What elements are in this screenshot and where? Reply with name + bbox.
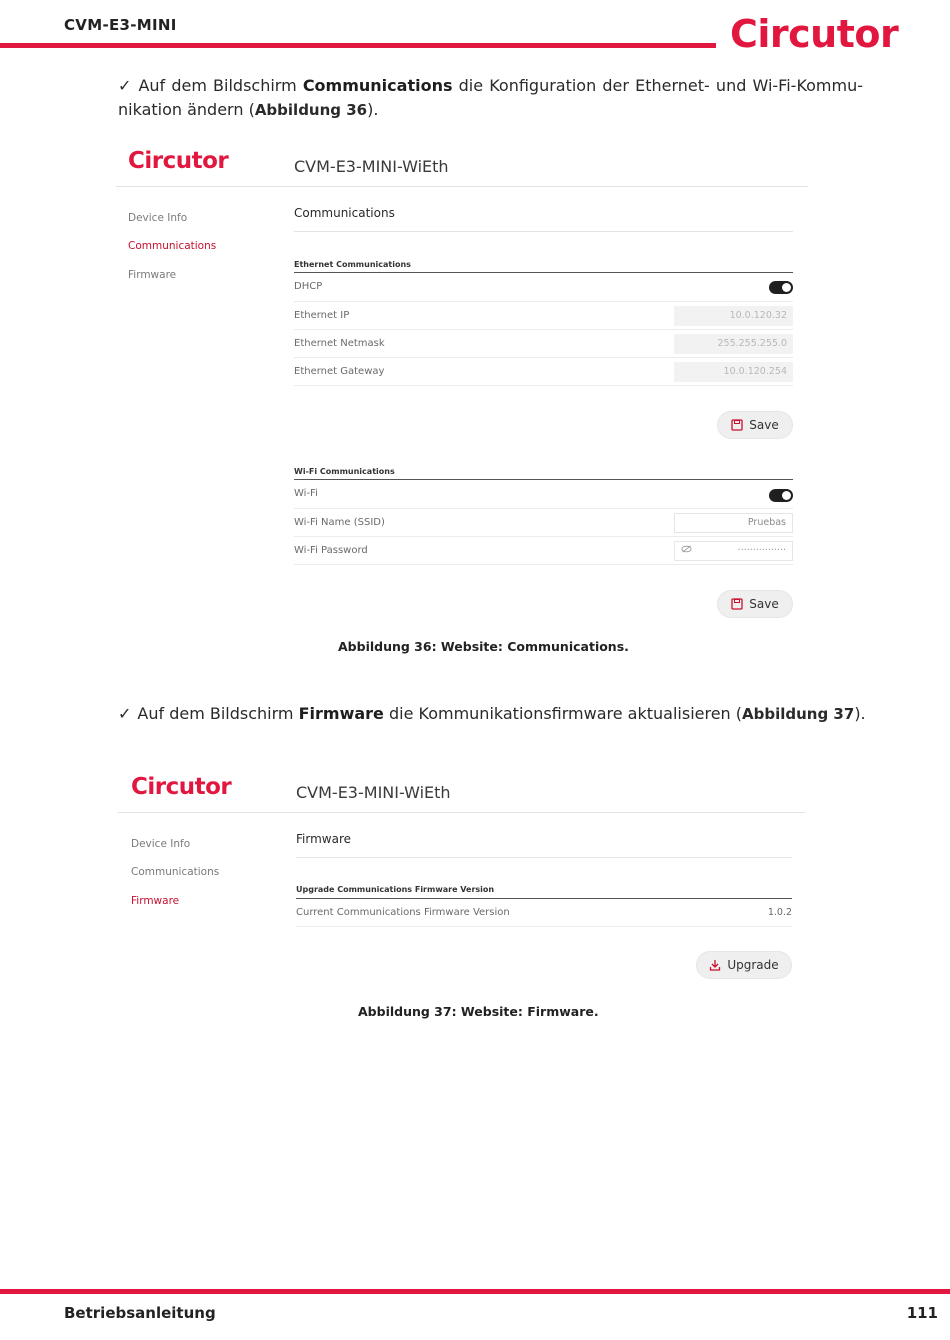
figure-37-caption: Abbildung 37: Website: Firmware.	[358, 1004, 599, 1019]
eye-off-icon[interactable]	[681, 542, 692, 560]
header-rule	[0, 43, 716, 48]
ethernet-group-title: Ethernet Communications	[294, 260, 411, 269]
wifi-toggle[interactable]	[769, 489, 793, 502]
ui-logo: Circutor	[131, 774, 232, 800]
ethernet-gateway-field[interactable]: 10.0.120.254	[674, 362, 793, 382]
firmware-version-value: 1.0.2	[767, 907, 792, 918]
ethernet-ip-label: Ethernet IP	[294, 310, 350, 321]
paragraph-firmware: ✓ Auf dem Bildschirm Firmware die Kommunikationsfirmware aktualisieren (Abbildung 37).	[118, 704, 866, 723]
figure-ref: Abbildung 37	[742, 705, 855, 723]
ethernet-netmask-label: Ethernet Netmask	[294, 338, 385, 349]
device-title: CVM-E3-MINI-WiEth	[296, 783, 451, 802]
document-title: CVM-E3-MINI	[64, 16, 177, 34]
wifi-password-field[interactable]: ················	[674, 541, 793, 561]
ethernet-ip-field[interactable]: 10.0.120.32	[674, 306, 793, 326]
nav-firmware[interactable]: Firmware	[128, 269, 177, 281]
nav-communications[interactable]: Communications	[131, 866, 220, 878]
check-icon: ✓	[118, 704, 132, 723]
nav-device-info[interactable]: Device Info	[131, 838, 191, 850]
dhcp-toggle[interactable]	[769, 281, 793, 294]
wifi-ssid-label: Wi-Fi Name (SSID)	[294, 517, 385, 528]
device-title: CVM-E3-MINI-WiEth	[294, 157, 449, 176]
section-title: Communications	[294, 206, 395, 220]
section-title: Firmware	[296, 832, 351, 846]
check-icon: ✓	[118, 76, 133, 95]
wifi-label: Wi-Fi	[294, 488, 318, 499]
wifi-ssid-field[interactable]: Pruebas	[674, 513, 793, 533]
dhcp-label: DHCP	[294, 281, 323, 292]
firmware-group-title: Upgrade Communications Firmware Version	[296, 885, 495, 894]
brand-logo: Circutor	[730, 12, 899, 56]
nav-communications[interactable]: Communications	[128, 240, 217, 252]
wifi-password-label: Wi-Fi Password	[294, 545, 368, 556]
footer-label: Betriebsanleitung	[64, 1304, 216, 1322]
nav-device-info[interactable]: Device Info	[128, 212, 188, 224]
figure-ref: Abbildung 36	[254, 101, 368, 119]
wifi-save-button[interactable]: Save	[717, 590, 793, 618]
nav-firmware[interactable]: Firmware	[131, 895, 180, 907]
ethernet-gateway-label: Ethernet Gateway	[294, 366, 385, 377]
screenshot-firmware	[118, 766, 808, 986]
ethernet-save-button[interactable]: Save	[717, 411, 793, 439]
upgrade-button[interactable]: Upgrade	[696, 951, 792, 979]
firmware-version-label: Current Communications Firmware Version	[296, 907, 510, 918]
page-number: 111	[906, 1304, 938, 1322]
figure-36-caption: Abbildung 36: Website: Communications.	[338, 639, 629, 654]
ui-logo: Circutor	[128, 148, 229, 174]
ethernet-netmask-field[interactable]: 255.255.255.0	[674, 334, 793, 354]
save-icon	[731, 598, 743, 610]
screenshot-communications	[116, 140, 810, 630]
footer-rule	[0, 1289, 950, 1294]
wifi-group-title: Wi-Fi Communications	[294, 467, 395, 476]
paragraph-communications: ✓ Auf dem Bildschirm Communications die Konfiguration der Ethernet- und Wi-Fi-Kommu- nikation ändern (Abbildung 36).	[118, 76, 864, 119]
save-icon	[731, 419, 743, 431]
download-icon	[709, 959, 721, 971]
